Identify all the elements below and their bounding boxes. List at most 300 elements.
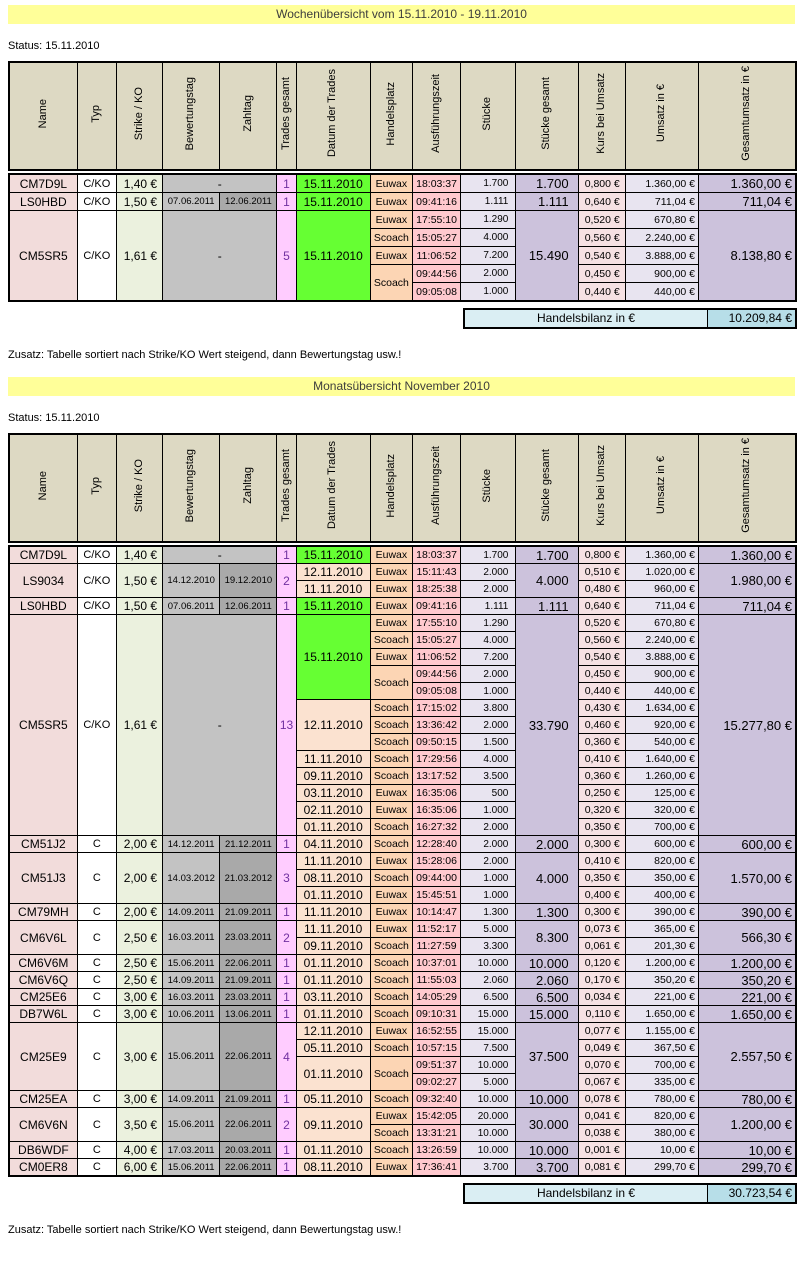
trades-gesamt-cell: 2 bbox=[277, 564, 296, 598]
trades-gesamt-cell: 1 bbox=[277, 972, 296, 989]
strike-cell: 3,50 € bbox=[116, 1108, 162, 1142]
table-row bbox=[9, 193, 796, 211]
table-row bbox=[9, 564, 796, 581]
kurs-bei-umsatz-cell: 0,350 € bbox=[578, 870, 625, 887]
kurs-bei-umsatz-cell: 0,034 € bbox=[578, 989, 625, 1006]
gesamtumsatz-cell: 780,00 € bbox=[699, 1091, 796, 1108]
bewertungstag-zahltag-cell: - bbox=[163, 211, 277, 302]
stuecke-cell: 1.000 bbox=[461, 870, 516, 887]
umsatz-cell: 540,00 € bbox=[625, 734, 698, 751]
kurs-bei-umsatz-cell: 0,350 € bbox=[578, 819, 625, 836]
umsatz-cell: 1.020,00 € bbox=[625, 564, 698, 581]
stuecke-gesamt-cell: 10.000 bbox=[516, 1142, 578, 1159]
ausfuehrungszeit-cell: 13:17:52 bbox=[412, 768, 460, 785]
umsatz-cell: 920,00 € bbox=[625, 717, 698, 734]
col-header-label: Datum der Trades bbox=[326, 69, 339, 158]
ausfuehrungszeit-cell: 18:03:37 bbox=[412, 174, 460, 193]
strike-cell: 3,00 € bbox=[116, 1023, 162, 1091]
col-header-datum-der-trades bbox=[296, 62, 370, 170]
gesamtumsatz-cell: 1.570,00 € bbox=[699, 853, 796, 904]
trade-date-cell: 04.11.2010 bbox=[296, 836, 370, 853]
handelsplatz-cell: Scoach bbox=[370, 938, 412, 955]
typ-cell: C bbox=[77, 836, 116, 853]
bewertungstag-cell: 15.06.2011 bbox=[163, 1108, 220, 1142]
bewertungstag-zahltag-cell: - bbox=[163, 615, 277, 836]
col-header-trades-gesamt bbox=[277, 434, 296, 542]
strike-cell: 1,50 € bbox=[116, 598, 162, 615]
typ-cell: C bbox=[77, 1142, 116, 1159]
name-cell: CM25E9 bbox=[9, 1023, 77, 1091]
trades-gesamt-cell: 1 bbox=[277, 955, 296, 972]
umsatz-cell: 350,00 € bbox=[625, 870, 698, 887]
kurs-bei-umsatz-cell: 0,540 € bbox=[578, 247, 625, 265]
name-cell: LS0HBD bbox=[9, 598, 77, 615]
handelsplatz-cell: Scoach bbox=[370, 265, 412, 302]
stuecke-gesamt-cell: 1.700 bbox=[516, 174, 578, 193]
trades-gesamt-cell: 1 bbox=[277, 836, 296, 853]
stuecke-cell: 7.200 bbox=[461, 649, 516, 666]
handelsplatz-cell: Scoach bbox=[370, 1125, 412, 1142]
table-row bbox=[9, 1159, 796, 1177]
col-header-trades-gesamt bbox=[277, 62, 296, 170]
typ-cell: C/KO bbox=[77, 546, 116, 564]
ausfuehrungszeit-cell: 18:03:37 bbox=[412, 546, 460, 564]
bewertungstag-zahltag-cell: - bbox=[163, 546, 277, 564]
name-cell: CM5SR5 bbox=[9, 615, 77, 836]
umsatz-cell: 3.888,00 € bbox=[625, 649, 698, 666]
ausfuehrungszeit-cell: 15:05:27 bbox=[412, 632, 460, 649]
handelsplatz-cell: Euwax bbox=[370, 904, 412, 921]
umsatz-cell: 670,80 € bbox=[625, 615, 698, 632]
kurs-bei-umsatz-cell: 0,070 € bbox=[578, 1057, 625, 1074]
col-header-label: Gesamtumsatz in € bbox=[740, 66, 753, 161]
umsatz-cell: 2.240,00 € bbox=[625, 229, 698, 247]
table-row bbox=[9, 921, 796, 938]
strike-cell: 1,61 € bbox=[116, 615, 162, 836]
col-header-label: Stücke bbox=[481, 96, 494, 131]
bewertungstag-cell: 14.09.2011 bbox=[163, 1091, 220, 1108]
gesamtumsatz-cell: 221,00 € bbox=[699, 989, 796, 1006]
trades-gesamt-cell: 2 bbox=[277, 1108, 296, 1142]
col-header-zahltag bbox=[220, 62, 277, 170]
balance-label: Handelsbilanz in € bbox=[463, 308, 708, 329]
ausfuehrungszeit-cell: 09:44:56 bbox=[412, 265, 460, 283]
trades-gesamt-cell: 1 bbox=[277, 193, 296, 211]
kurs-bei-umsatz-cell: 0,041 € bbox=[578, 1108, 625, 1125]
col-header-label: Name bbox=[36, 98, 49, 129]
ausfuehrungszeit-cell: 09:41:16 bbox=[412, 598, 460, 615]
col-header-label: Ausführungszeit bbox=[429, 74, 442, 153]
trade-date-cell: 15.11.2010 bbox=[296, 546, 370, 564]
kurs-bei-umsatz-cell: 0,800 € bbox=[578, 174, 625, 193]
table-row bbox=[9, 1091, 796, 1108]
trade-date-cell: 03.11.2010 bbox=[296, 785, 370, 802]
handelsplatz-cell: Euwax bbox=[370, 802, 412, 819]
ausfuehrungszeit-cell: 09:41:16 bbox=[412, 193, 460, 211]
ausfuehrungszeit-cell: 16:35:06 bbox=[412, 785, 460, 802]
col-header-label: Typ bbox=[90, 104, 103, 123]
handelsplatz-cell: Scoach bbox=[370, 751, 412, 768]
trade-date-cell: 09.11.2010 bbox=[296, 1108, 370, 1142]
zahltag-cell: 22.06.2011 bbox=[220, 1159, 277, 1177]
ausfuehrungszeit-cell: 12:28:40 bbox=[412, 836, 460, 853]
stuecke-gesamt-cell: 1.111 bbox=[516, 598, 578, 615]
trade-date-cell: 03.11.2010 bbox=[296, 989, 370, 1006]
stuecke-cell: 2.000 bbox=[461, 666, 516, 683]
ausfuehrungszeit-cell: 16:35:06 bbox=[412, 802, 460, 819]
handelsplatz-cell: Scoach bbox=[370, 229, 412, 247]
ausfuehrungszeit-cell: 09:50:15 bbox=[412, 734, 460, 751]
strike-cell: 1,40 € bbox=[116, 174, 162, 193]
stuecke-cell: 10.000 bbox=[461, 1125, 516, 1142]
table-row bbox=[9, 598, 796, 615]
stuecke-cell: 6.500 bbox=[461, 989, 516, 1006]
zahltag-cell: 19.12.2010 bbox=[220, 564, 277, 598]
monthly-status: Status: 15.11.2010 bbox=[8, 412, 100, 424]
col-header-kurs-bei-umsatz bbox=[578, 62, 625, 170]
bewertungstag-zahltag-cell: - bbox=[163, 174, 277, 193]
ausfuehrungszeit-cell: 11:27:59 bbox=[412, 938, 460, 955]
stuecke-cell: 1.000 bbox=[461, 802, 516, 819]
zahltag-cell: 22.06.2011 bbox=[220, 955, 277, 972]
typ-cell: C bbox=[77, 989, 116, 1006]
umsatz-cell: 365,00 € bbox=[625, 921, 698, 938]
name-cell: CM5SR5 bbox=[9, 211, 77, 302]
gesamtumsatz-cell: 2.557,50 € bbox=[699, 1023, 796, 1091]
zahltag-cell: 21.03.2012 bbox=[220, 853, 277, 904]
trade-date-cell: 05.11.2010 bbox=[296, 1040, 370, 1057]
kurs-bei-umsatz-cell: 0,081 € bbox=[578, 1159, 625, 1177]
weekly-balance-bar bbox=[8, 308, 797, 329]
bewertungstag-cell: 16.03.2011 bbox=[163, 921, 220, 955]
trade-date-cell: 01.11.2010 bbox=[296, 1142, 370, 1159]
ausfuehrungszeit-cell: 09:44:00 bbox=[412, 870, 460, 887]
umsatz-cell: 400,00 € bbox=[625, 887, 698, 904]
ausfuehrungszeit-cell: 10:37:01 bbox=[412, 955, 460, 972]
strike-cell: 3,00 € bbox=[116, 989, 162, 1006]
name-cell: CM51J3 bbox=[9, 853, 77, 904]
umsatz-cell: 600,00 € bbox=[625, 836, 698, 853]
ausfuehrungszeit-cell: 17:15:02 bbox=[412, 700, 460, 717]
stuecke-gesamt-cell: 8.300 bbox=[516, 921, 578, 955]
typ-cell: C/KO bbox=[77, 564, 116, 598]
typ-cell: C bbox=[77, 904, 116, 921]
strike-cell: 2,00 € bbox=[116, 853, 162, 904]
gesamtumsatz-cell: 711,04 € bbox=[699, 193, 796, 211]
ausfuehrungszeit-cell: 15:45:51 bbox=[412, 887, 460, 904]
trades-gesamt-cell: 2 bbox=[277, 921, 296, 955]
name-cell: DB7W6L bbox=[9, 1006, 77, 1023]
name-cell: CM6V6M bbox=[9, 955, 77, 972]
ausfuehrungszeit-cell: 10:57:15 bbox=[412, 1040, 460, 1057]
ausfuehrungszeit-cell: 15:28:06 bbox=[412, 853, 460, 870]
handelsplatz-cell: Euwax bbox=[370, 1159, 412, 1177]
col-header-handelsplatz bbox=[370, 434, 412, 542]
typ-cell: C/KO bbox=[77, 174, 116, 193]
strike-cell: 1,50 € bbox=[116, 564, 162, 598]
typ-cell: C bbox=[77, 853, 116, 904]
col-header-gesamtumsatz bbox=[699, 62, 796, 170]
stuecke-cell: 1.700 bbox=[461, 546, 516, 564]
umsatz-cell: 1.640,00 € bbox=[625, 751, 698, 768]
trade-date-cell: 15.11.2010 bbox=[296, 615, 370, 700]
ausfuehrungszeit-cell: 09:10:31 bbox=[412, 1006, 460, 1023]
stuecke-cell: 3.300 bbox=[461, 938, 516, 955]
ausfuehrungszeit-cell: 15:11:43 bbox=[412, 564, 460, 581]
col-header-bewertungstag bbox=[163, 434, 220, 542]
stuecke-cell: 1.700 bbox=[461, 174, 516, 193]
strike-cell: 2,50 € bbox=[116, 955, 162, 972]
kurs-bei-umsatz-cell: 0,360 € bbox=[578, 734, 625, 751]
stuecke-cell: 10.000 bbox=[461, 1142, 516, 1159]
gesamtumsatz-cell: 1.200,00 € bbox=[699, 1108, 796, 1142]
table-row bbox=[9, 1142, 796, 1159]
kurs-bei-umsatz-cell: 0,480 € bbox=[578, 581, 625, 598]
col-header-umsatz bbox=[625, 62, 698, 170]
gesamtumsatz-cell: 1.980,00 € bbox=[699, 564, 796, 598]
monthly-zusatz-note: Zusatz: Tabelle sortiert nach Strike/KO Wert steigend, dann Bewertungstag usw.! bbox=[8, 1224, 402, 1236]
stuecke-cell: 2.000 bbox=[461, 564, 516, 581]
trades-gesamt-cell: 1 bbox=[277, 1142, 296, 1159]
kurs-bei-umsatz-cell: 0,540 € bbox=[578, 649, 625, 666]
kurs-bei-umsatz-cell: 0,360 € bbox=[578, 768, 625, 785]
ausfuehrungszeit-cell: 09:51:37 bbox=[412, 1057, 460, 1074]
ausfuehrungszeit-cell: 17:55:10 bbox=[412, 211, 460, 229]
handelsplatz-cell: Scoach bbox=[370, 1006, 412, 1023]
trades-gesamt-cell: 1 bbox=[277, 1006, 296, 1023]
ausfuehrungszeit-cell: 17:55:10 bbox=[412, 615, 460, 632]
col-header-label: Umsatz in € bbox=[655, 84, 668, 143]
col-header-label: Strike / KO bbox=[132, 86, 145, 141]
col-header-label: Trades gesamt bbox=[279, 77, 292, 150]
ausfuehrungszeit-cell: 09:05:08 bbox=[412, 683, 460, 700]
stuecke-cell: 3.500 bbox=[461, 768, 516, 785]
bewertungstag-cell: 16.03.2011 bbox=[163, 989, 220, 1006]
stuecke-cell: 5.000 bbox=[461, 921, 516, 938]
header-row bbox=[9, 62, 796, 170]
trade-date-cell: 15.11.2010 bbox=[296, 193, 370, 211]
umsatz-cell: 711,04 € bbox=[625, 598, 698, 615]
zahltag-cell: 21.09.2011 bbox=[220, 904, 277, 921]
typ-cell: C/KO bbox=[77, 598, 116, 615]
col-header-gesamtumsatz bbox=[699, 434, 796, 542]
trades-gesamt-cell: 1 bbox=[277, 546, 296, 564]
col-header-bewertungstag bbox=[163, 62, 220, 170]
table-row bbox=[9, 836, 796, 853]
handelsplatz-cell: Euwax bbox=[370, 247, 412, 265]
kurs-bei-umsatz-cell: 0,410 € bbox=[578, 853, 625, 870]
table-row bbox=[9, 174, 796, 193]
col-header-label: Stücke bbox=[481, 468, 494, 503]
bewertungstag-cell: 15.06.2011 bbox=[163, 1159, 220, 1177]
handelsplatz-cell: Scoach bbox=[370, 989, 412, 1006]
handelsplatz-cell: Scoach bbox=[370, 1091, 412, 1108]
strike-cell: 2,00 € bbox=[116, 904, 162, 921]
kurs-bei-umsatz-cell: 0,250 € bbox=[578, 785, 625, 802]
umsatz-cell: 780,00 € bbox=[625, 1091, 698, 1108]
kurs-bei-umsatz-cell: 0,300 € bbox=[578, 904, 625, 921]
weekly-section bbox=[8, 5, 795, 361]
strike-cell: 3,00 € bbox=[116, 1091, 162, 1108]
umsatz-cell: 390,00 € bbox=[625, 904, 698, 921]
ausfuehrungszeit-cell: 11:52:17 bbox=[412, 921, 460, 938]
handelsplatz-cell: Euwax bbox=[370, 887, 412, 904]
stuecke-cell: 7.200 bbox=[461, 247, 516, 265]
handelsplatz-cell: Scoach bbox=[370, 972, 412, 989]
umsatz-cell: 1.360,00 € bbox=[625, 174, 698, 193]
kurs-bei-umsatz-cell: 0,430 € bbox=[578, 700, 625, 717]
kurs-bei-umsatz-cell: 0,038 € bbox=[578, 1125, 625, 1142]
name-cell: CM0ER8 bbox=[9, 1159, 77, 1177]
stuecke-gesamt-cell: 6.500 bbox=[516, 989, 578, 1006]
stuecke-cell: 1.500 bbox=[461, 734, 516, 751]
kurs-bei-umsatz-cell: 0,400 € bbox=[578, 887, 625, 904]
kurs-bei-umsatz-cell: 0,440 € bbox=[578, 283, 625, 302]
trade-date-cell: 11.11.2010 bbox=[296, 904, 370, 921]
table-row bbox=[9, 904, 796, 921]
col-header-name bbox=[9, 434, 77, 542]
umsatz-cell: 900,00 € bbox=[625, 666, 698, 683]
col-header-label: Zahltag bbox=[241, 467, 254, 504]
stuecke-gesamt-cell: 10.000 bbox=[516, 955, 578, 972]
kurs-bei-umsatz-cell: 0,049 € bbox=[578, 1040, 625, 1057]
ausfuehrungszeit-cell: 15:42:05 bbox=[412, 1108, 460, 1125]
monthly-section bbox=[8, 377, 795, 1236]
ausfuehrungszeit-cell: 17:36:41 bbox=[412, 1159, 460, 1177]
col-header-stuecke bbox=[461, 434, 516, 542]
typ-cell: C bbox=[77, 972, 116, 989]
handelsplatz-cell: Scoach bbox=[370, 632, 412, 649]
stuecke-cell: 5.000 bbox=[461, 1074, 516, 1091]
umsatz-cell: 1.360,00 € bbox=[625, 546, 698, 564]
bewertungstag-cell: 07.06.2011 bbox=[163, 193, 220, 211]
handelsplatz-cell: Scoach bbox=[370, 1142, 412, 1159]
col-header-typ bbox=[77, 62, 116, 170]
col-header-label: Kurs bei Umsatz bbox=[594, 445, 607, 526]
trade-date-cell: 12.11.2010 bbox=[296, 564, 370, 581]
stuecke-cell: 2.000 bbox=[461, 836, 516, 853]
table-row bbox=[9, 1023, 796, 1040]
handelsplatz-cell: Euwax bbox=[370, 193, 412, 211]
trade-date-cell: 02.11.2010 bbox=[296, 802, 370, 819]
handelsplatz-cell: Euwax bbox=[370, 581, 412, 598]
umsatz-cell: 3.888,00 € bbox=[625, 247, 698, 265]
stuecke-cell: 1.290 bbox=[461, 211, 516, 229]
stuecke-cell: 1.290 bbox=[461, 615, 516, 632]
gesamtumsatz-cell: 299,70 € bbox=[699, 1159, 796, 1177]
strike-cell: 3,00 € bbox=[116, 1006, 162, 1023]
gesamtumsatz-cell: 390,00 € bbox=[699, 904, 796, 921]
col-header-strike bbox=[116, 62, 162, 170]
weekly-header-table bbox=[8, 61, 797, 171]
trade-date-cell: 01.11.2010 bbox=[296, 819, 370, 836]
trades-gesamt-cell: 1 bbox=[277, 1091, 296, 1108]
kurs-bei-umsatz-cell: 0,640 € bbox=[578, 598, 625, 615]
typ-cell: C/KO bbox=[77, 211, 116, 302]
zahltag-cell: 22.06.2011 bbox=[220, 1023, 277, 1091]
bewertungstag-cell: 14.09.2011 bbox=[163, 972, 220, 989]
col-header-label: Zahltag bbox=[241, 95, 254, 132]
monthly-header-table bbox=[8, 433, 797, 543]
stuecke-gesamt-cell: 3.700 bbox=[516, 1159, 578, 1177]
stuecke-cell: 7.500 bbox=[461, 1040, 516, 1057]
zahltag-cell: 13.06.2011 bbox=[220, 1006, 277, 1023]
umsatz-cell: 1.155,00 € bbox=[625, 1023, 698, 1040]
col-header-kurs-bei-umsatz bbox=[578, 434, 625, 542]
name-cell: CM6V6N bbox=[9, 1108, 77, 1142]
trade-date-cell: 15.11.2010 bbox=[296, 211, 370, 302]
stuecke-gesamt-cell: 15.000 bbox=[516, 1006, 578, 1023]
table-row bbox=[9, 546, 796, 564]
monthly-overview-table bbox=[8, 433, 795, 1177]
ausfuehrungszeit-cell: 09:05:08 bbox=[412, 283, 460, 302]
strike-cell: 1,61 € bbox=[116, 211, 162, 302]
ausfuehrungszeit-cell: 16:52:55 bbox=[412, 1023, 460, 1040]
stuecke-cell: 2.000 bbox=[461, 581, 516, 598]
trade-date-cell: 15.11.2010 bbox=[296, 598, 370, 615]
col-header-name bbox=[9, 62, 77, 170]
trades-gesamt-cell: 4 bbox=[277, 1023, 296, 1091]
trades-gesamt-cell: 1 bbox=[277, 904, 296, 921]
balance-value: 30.723,54 € bbox=[708, 1183, 797, 1204]
table-row bbox=[9, 211, 796, 229]
table-row bbox=[9, 989, 796, 1006]
typ-cell: C bbox=[77, 921, 116, 955]
stuecke-gesamt-cell: 2.000 bbox=[516, 836, 578, 853]
umsatz-cell: 700,00 € bbox=[625, 1057, 698, 1074]
umsatz-cell: 350,20 € bbox=[625, 972, 698, 989]
umsatz-cell: 820,00 € bbox=[625, 1108, 698, 1125]
ausfuehrungszeit-cell: 11:06:52 bbox=[412, 649, 460, 666]
ausfuehrungszeit-cell: 13:36:42 bbox=[412, 717, 460, 734]
name-cell: CM51J2 bbox=[9, 836, 77, 853]
col-header-typ bbox=[77, 434, 116, 542]
strike-cell: 4,00 € bbox=[116, 1142, 162, 1159]
bewertungstag-cell: 14.12.2011 bbox=[163, 836, 220, 853]
trade-date-cell: 05.11.2010 bbox=[296, 1091, 370, 1108]
strike-cell: 2,50 € bbox=[116, 921, 162, 955]
kurs-bei-umsatz-cell: 0,640 € bbox=[578, 193, 625, 211]
ausfuehrungszeit-cell: 15:05:27 bbox=[412, 229, 460, 247]
bewertungstag-cell: 15.06.2011 bbox=[163, 955, 220, 972]
handelsplatz-cell: Scoach bbox=[370, 666, 412, 700]
weekly-status: Status: 15.11.2010 bbox=[8, 40, 100, 52]
umsatz-cell: 711,04 € bbox=[625, 193, 698, 211]
gesamtumsatz-cell: 1.360,00 € bbox=[699, 174, 796, 193]
stuecke-cell: 10.000 bbox=[461, 1091, 516, 1108]
name-cell: CM79MH bbox=[9, 904, 77, 921]
trade-date-cell: 01.11.2010 bbox=[296, 1057, 370, 1091]
trade-date-cell: 08.11.2010 bbox=[296, 870, 370, 887]
umsatz-cell: 700,00 € bbox=[625, 819, 698, 836]
stuecke-cell: 20.000 bbox=[461, 1108, 516, 1125]
trades-gesamt-cell: 5 bbox=[277, 211, 296, 302]
ausfuehrungszeit-cell: 18:25:38 bbox=[412, 581, 460, 598]
kurs-bei-umsatz-cell: 0,520 € bbox=[578, 615, 625, 632]
stuecke-gesamt-cell: 30.000 bbox=[516, 1108, 578, 1142]
col-header-handelsplatz bbox=[370, 62, 412, 170]
name-cell: DB6WDF bbox=[9, 1142, 77, 1159]
bewertungstag-cell: 14.03.2012 bbox=[163, 853, 220, 904]
umsatz-cell: 125,00 € bbox=[625, 785, 698, 802]
typ-cell: C bbox=[77, 1006, 116, 1023]
col-header-umsatz bbox=[625, 434, 698, 542]
umsatz-cell: 440,00 € bbox=[625, 683, 698, 700]
handelsplatz-cell: Euwax bbox=[370, 921, 412, 938]
zahltag-cell: 20.03.2011 bbox=[220, 1142, 277, 1159]
stuecke-gesamt-cell: 1.300 bbox=[516, 904, 578, 921]
balance-value: 10.209,84 € bbox=[708, 308, 797, 329]
